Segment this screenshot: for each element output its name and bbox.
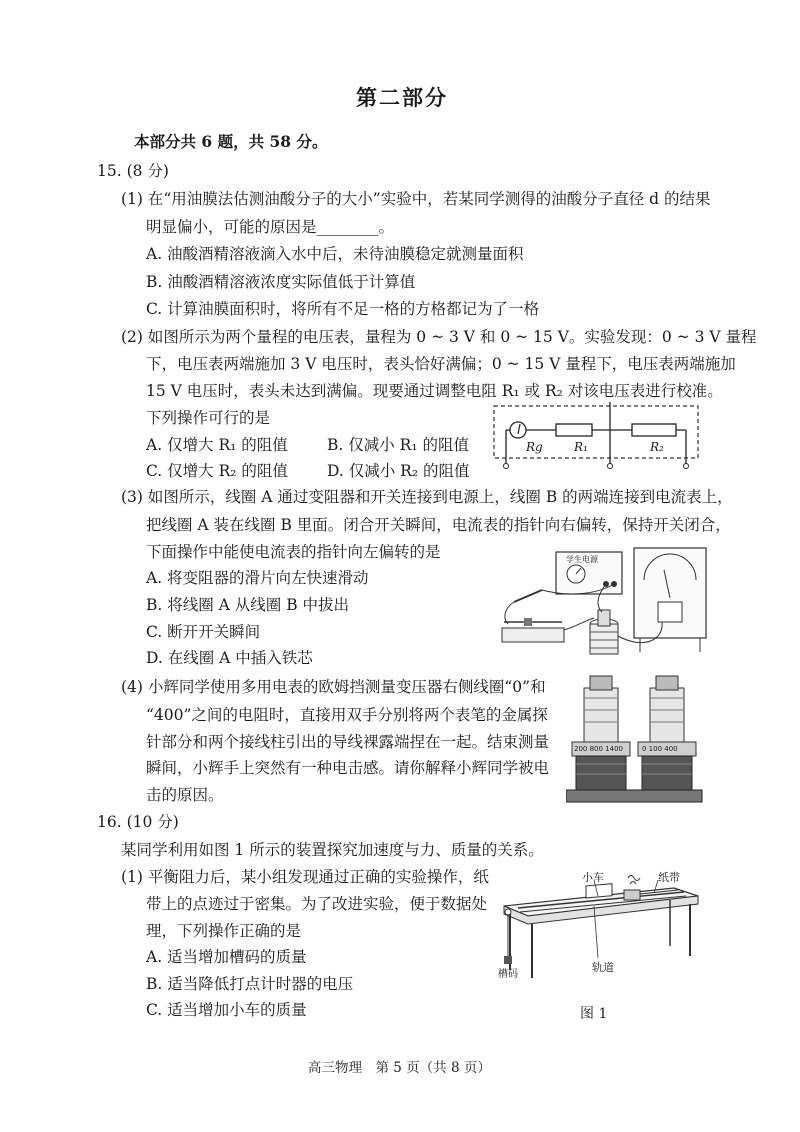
q15-p2-line1: (2) 如图所示为两个量程的电压表，量程为 0 ~ 3 V 和 0 ~ 15 V。实验发现：0 ~ 3 V 量程	[121, 328, 757, 346]
circuit-label-r2: R₂	[650, 440, 664, 454]
q15-p1-optC: C. 计算油膜面积时，将所有不足一格的方格都记为了一格	[146, 300, 540, 318]
q16-p1-optA: A. 适当增加槽码的质量	[146, 948, 307, 966]
q15-p3-line1: (3) 如图所示，线圈 A 通过变阻器和开关连接到电源上，线圈 B 的两端连接到电流表上，	[121, 488, 733, 506]
section-title: 第二部分	[356, 86, 448, 110]
page-footer: 高三物理 第 5 页（共 8 页）	[308, 1060, 491, 1076]
q15-p1-optB: B. 油酸酒精溶液浓度实际值低于计算值	[146, 273, 416, 291]
q15-p4-line5: 击的原因。	[146, 786, 224, 804]
q15-p2-line2: 下，电压表两端施加 3 V 电压时，表头恰好满偏；0 ~ 15 V 量程下，电压表两端施加	[146, 355, 736, 373]
q15-p2-optB: B. 仅减小 R₁ 的阻值	[327, 436, 469, 454]
q15-p2-line4: 下列操作可行的是	[146, 409, 271, 427]
circuit-label-rg: Rg	[526, 440, 543, 454]
section-intro: 本部分共 6 题，共 58 分。	[134, 132, 328, 151]
q16-p1-line1: (1) 平衡阻力后，某小组发现通过正确的实验操作，纸	[121, 868, 489, 886]
q15-p3-line3: 下面操作中能使电流表的指针向左偏转的是	[146, 543, 441, 561]
q15-p3-line2: 把线圈 A 装在线圈 B 里面。闭合开关瞬间，电流表的指针向右偏转，保持开关闭合，	[146, 516, 731, 534]
q16-p1-line3: 理，下列操作正确的是	[146, 922, 302, 940]
q15-p3-optC: C. 断开开关瞬间	[146, 623, 261, 641]
figure-caption: 图 1	[580, 1006, 608, 1022]
q15-p3-optA: A. 将变阻器的滑片向左快速滑动	[146, 569, 369, 587]
q15-p4-line2: “400”之间的电阻时，直接用双手分别将两个表笔的金属探	[146, 706, 548, 724]
q15-p2-line3: 15 V 电压时，表头未达到满偏。现要通过调整电阻 R₁ 或 R₂ 对该电压表进行校准。	[146, 382, 723, 400]
q16-p1-line2: 带上的点迹过于密集。为了改进实验，便于数据处	[146, 895, 488, 913]
induction-apparatus-figure	[494, 540, 716, 662]
q15-p2-optC: C. 仅增大 R₂ 的阻值	[146, 462, 288, 480]
left-coil-terminals: 200 800 1400	[574, 745, 623, 753]
circuit-label-r1: R₁	[574, 440, 588, 454]
power-supply-label: 学生电源	[566, 555, 598, 564]
label-tape: 纸带	[658, 871, 680, 884]
voltmeter-circuit-diagram	[490, 402, 702, 478]
q15-p1-line2: 明显偏小，可能的原因是________。	[146, 218, 395, 236]
q16-p1-optC: C. 适当增加小车的质量	[146, 1001, 307, 1019]
q15-p4-line3: 针部分和两个接线柱引出的导线裸露端捏在一起。结束测量	[146, 733, 550, 751]
q15-p1-line1: (1) 在“用油膜法估测油酸分子的大小”实验中，若某同学测得的油酸分子直径 d 的结果	[121, 190, 711, 208]
q16-p1-optB: B. 适当降低打点计时器的电压	[146, 975, 354, 993]
label-weight: 槽码	[498, 969, 518, 980]
q16-intro: 某同学利用如图 1 所示的装置探究加速度与力、质量的关系。	[121, 841, 544, 859]
q15-p2-optA: A. 仅增大 R₁ 的阻值	[146, 436, 288, 454]
label-cart: 小车	[582, 871, 604, 884]
q15-p3-optB: B. 将线圈 A 从线圈 B 中拔出	[146, 596, 350, 614]
q15-p2-optD: D. 仅减小 R₂ 的阻值	[327, 462, 470, 480]
q15-p4-line1: (4) 小辉同学使用多用电表的欧姆挡测量变压器右侧线圈“0”和	[121, 678, 546, 696]
q15-p1-optA: A. 油酸酒精溶液滴入水中后，未待油膜稳定就测量面积	[146, 245, 524, 263]
q15-header: 15. (8 分)	[97, 162, 169, 180]
transformer-figure	[566, 668, 706, 810]
q15-p4-line4: 瞬间，小辉手上突然有一种电击感。请你解释小辉同学被电	[146, 759, 550, 777]
q16-header: 16. (10 分)	[97, 813, 179, 831]
label-track: 轨道	[592, 961, 614, 974]
q15-p3-optD: D. 在线圈 A 中插入铁芯	[146, 649, 313, 667]
right-coil-terminals: 0 100 400	[642, 745, 678, 753]
